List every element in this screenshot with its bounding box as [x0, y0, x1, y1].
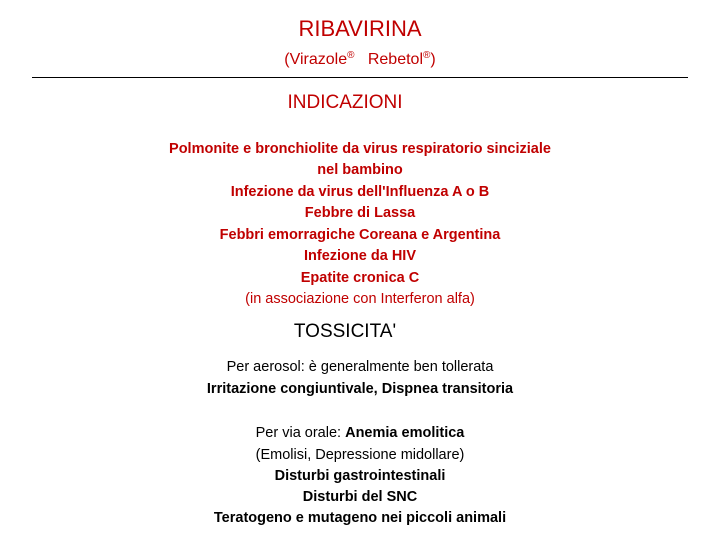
gi-effects: Disturbi gastrointestinali — [274, 468, 446, 484]
toxicity-heading: TOSSICITA' — [293, 321, 397, 342]
indication-item: Febbre di Lassa — [304, 205, 416, 221]
aerosol-effects: Irritazione congiuntivale, Dispnea transitoria — [206, 381, 514, 397]
brand-names — [0, 50, 720, 69]
indication-note: (in associazione con Interferon alfa) — [245, 291, 475, 307]
brand-open: (Virazole — [284, 51, 348, 68]
brand-middle: Rebetol — [367, 51, 423, 68]
drug-title: RIBAVIRINA — [298, 16, 422, 41]
oral-effect: Anemia emolitica — [345, 425, 465, 441]
registered-mark: ® — [347, 50, 355, 61]
cns-effects: Disturbi del SNC — [302, 489, 418, 505]
indication-item: Epatite cronica C — [300, 270, 420, 286]
indication-item: Infezione da virus dell'Influenza A o B — [230, 184, 490, 200]
registered-mark: ® — [423, 50, 431, 61]
divider — [32, 77, 688, 78]
teratogen-note: Teratogeno e mutageno nei piccoli animali — [213, 510, 507, 526]
oral-prefix: Per via orale: — [255, 425, 346, 441]
indication-item: Febbri emorragiche Coreana e Argentina — [219, 227, 501, 243]
indication-item: Polmonite e bronchiolite da virus respiratorio sinciziale — [169, 141, 551, 157]
oral-line — [0, 425, 720, 441]
indication-item: nel bambino — [317, 162, 403, 178]
indications-heading: INDICAZIONI — [287, 92, 403, 113]
indication-item: Infezione da HIV — [304, 248, 416, 264]
oral-detail: (Emolisi, Depressione midollare) — [255, 447, 465, 463]
brand-close: ) — [430, 51, 436, 68]
aerosol-tolerance: Per aerosol: è generalmente ben tollerata — [226, 359, 494, 375]
